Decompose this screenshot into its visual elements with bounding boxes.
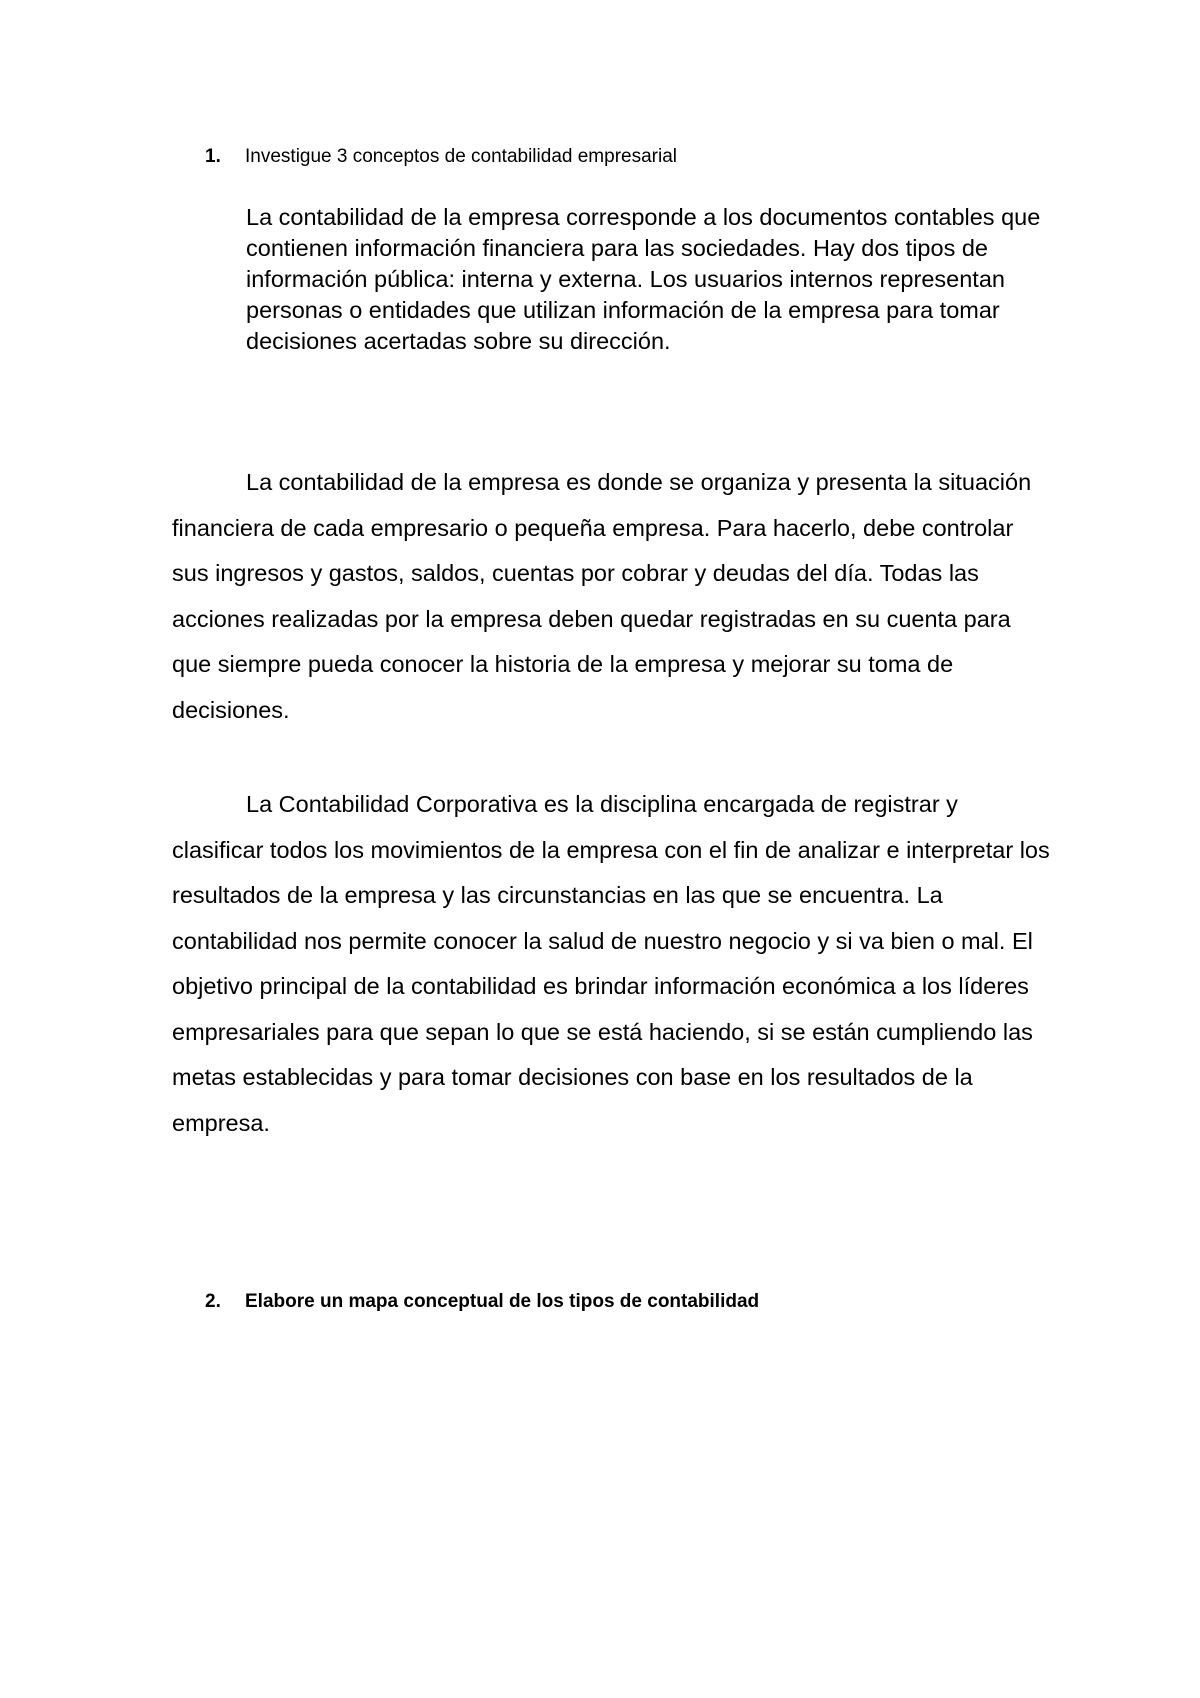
question-2-text: Elabore un mapa conceptual de los tipos de contabilidad bbox=[245, 1291, 760, 1312]
answer-paragraph-2: La contabilidad de la empresa es donde se organiza y presenta la situación financiera de cada empresario o pequeña empresa. Para hacerlo, debe controlar sus ingresos y gastos, saldos, cuentas por cobrar y deudas del día. Todas las acciones realizadas por la empresa deben quedar registradas en su cuenta para que siempre pueda conocer la historia de la empresa y mejorar su toma de decisiones. bbox=[172, 469, 1032, 723]
question-2-number: 2. bbox=[205, 1291, 221, 1312]
answer-paragraph-3: La Contabilidad Corporativa es la disciplina encargada de registrar y clasificar todos los movimientos de la empresa con el fin de analizar e interpretar los resultados de la empresa y las circunstancias en las que se encuentra. La contabilidad nos permite conocer la salud de nuestro negocio y si va bien o mal. El objetivo principal de la contabilidad es brindar información económica a los líderes empresariales para que sepan lo que se está haciendo, si se están cumpliendo las metas establecidas y para tomar decisiones con base en los resultados de la empresa. bbox=[172, 791, 1050, 1136]
question-1-text: Investigue 3 conceptos de contabilidad empresarial bbox=[245, 146, 677, 167]
answer-paragraph-1: La contabilidad de la empresa corresponde a los documentos contables que contienen información financiera para las sociedades. Hay dos tipos de información pública: interna y externa. Los usuarios internos representan personas o entidades que utilizan información de la empresa para tomar decisiones acertadas sobre su dirección. bbox=[246, 204, 1041, 354]
question-2 bbox=[205, 1291, 759, 1313]
question-1 bbox=[205, 146, 677, 168]
question-1-number: 1. bbox=[205, 146, 221, 167]
